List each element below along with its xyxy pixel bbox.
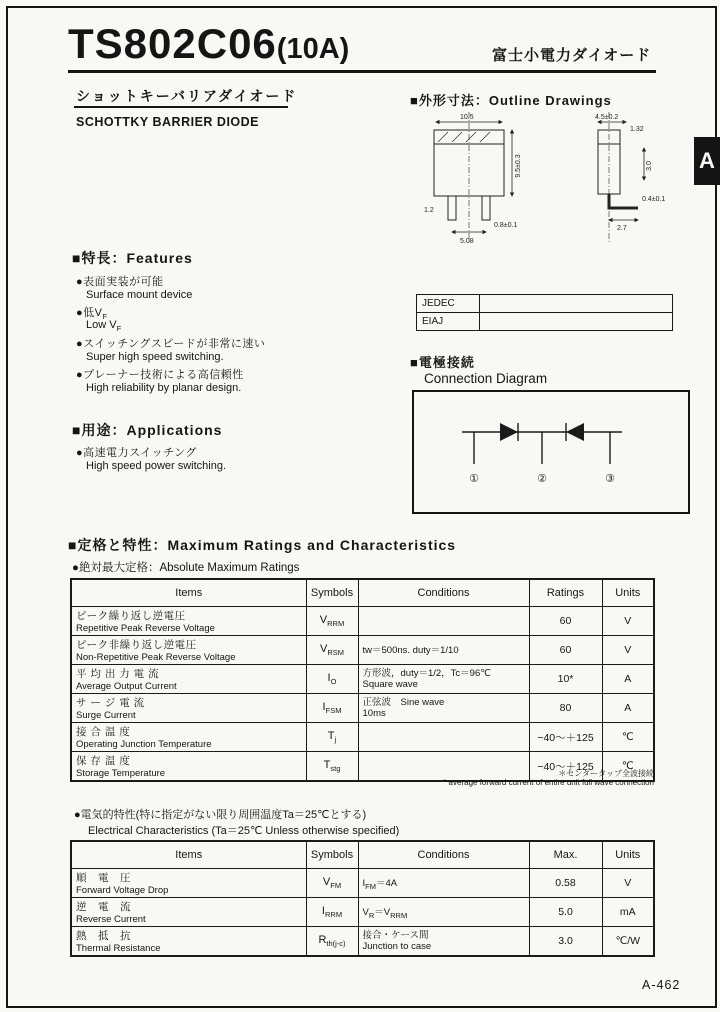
max-cell: 3.0 <box>529 927 602 957</box>
dimension-label: 10.5 <box>460 114 474 121</box>
items-cell: 保 存 温 度 Storage Temperature <box>71 752 306 782</box>
dimension-label: 3.0 <box>646 161 653 171</box>
diode-symbol <box>500 423 518 441</box>
unit-cell: A <box>602 694 654 723</box>
rating-cell: −40～＋125 <box>529 723 602 752</box>
symbol-cell: $I_{RRM}$ <box>306 898 358 927</box>
symbol-cell: $V_{FM}$ <box>306 869 358 898</box>
max-cell: 0.58 <box>529 869 602 898</box>
symbol-cell: $I_{FSM}$ <box>306 694 358 723</box>
applications-heading: ■用途：Applications <box>72 422 223 438</box>
footnote-jp: ＊センタータップ全波接続 <box>558 769 654 778</box>
unit-cell: V <box>602 636 654 665</box>
application-item-en: High speed power switching. <box>86 460 227 472</box>
column-header-items: Items <box>71 841 306 869</box>
dimension-label: 9.5±0.3 <box>515 154 522 178</box>
table-row <box>71 869 654 898</box>
feature-item-jp: ●プレーナー技術による高信頼性 <box>76 369 244 381</box>
product-name-jp: ショットキーバリアダイオード <box>76 88 298 104</box>
unit-cell: A <box>602 665 654 694</box>
page-number: A-462 <box>642 978 681 992</box>
table-row <box>71 898 654 927</box>
section-index-letter: A <box>699 148 715 173</box>
package-code-table <box>416 294 673 331</box>
column-header-conditions: Conditions <box>358 579 529 607</box>
table-row <box>71 636 654 665</box>
table-row <box>71 694 654 723</box>
feature-item-en: Low $V_F$ <box>86 319 122 334</box>
feature-item-en: Super high speed switching. <box>86 351 224 363</box>
table-row <box>71 607 654 636</box>
rating-cell: 60 <box>529 607 602 636</box>
conditions-cell <box>358 723 529 752</box>
table-row <box>71 927 654 957</box>
jedec-label: JEDEC <box>417 295 480 313</box>
symbol-cell: $I_O$ <box>306 665 358 694</box>
rating-cell: 10* <box>529 665 602 694</box>
max-cell: 5.0 <box>529 898 602 927</box>
unit-cell: mA <box>602 898 654 927</box>
electrical-note-jp: ●電気的特性(特に指定がない限り周囲温度Ta＝25℃とする) <box>74 809 367 821</box>
symbol-cell: $T_{stg}$ <box>306 752 358 782</box>
outline-heading: ■外形寸法：Outline Drawings <box>410 93 612 108</box>
diode-symbol <box>566 423 584 441</box>
electrical-characteristics-table <box>70 840 655 957</box>
items-cell: 接 合 温 度 Operating Junction Temperature <box>71 723 306 752</box>
connection-heading-en: Connection Diagram <box>424 371 548 386</box>
ratings-subheading: ●絶対最大定格：Absolute Maximum Ratings <box>72 562 300 574</box>
rating-cell: 80 <box>529 694 602 723</box>
max-ratings-table <box>70 578 655 782</box>
section-index-tab <box>694 137 720 185</box>
feature-item-en: Surface mount device <box>86 289 193 301</box>
unit-cell: V <box>602 869 654 898</box>
features-heading: ■特長：Features <box>72 250 193 266</box>
rating-cell: 60 <box>529 636 602 665</box>
dimension-label: 5.08 <box>460 238 474 245</box>
connection-diagram <box>412 390 690 514</box>
dimension-label: 0.8±0.1 <box>494 222 518 229</box>
outline-drawing <box>404 108 696 290</box>
conditions-cell: 正弦波 Sine wave 10ms <box>358 694 529 723</box>
column-header-units: Units <box>602 841 654 869</box>
conditions-cell: $V_R=V_{RRM}$ <box>358 898 529 927</box>
jedec-value <box>480 295 673 313</box>
dimension-label: 1.32 <box>630 126 644 133</box>
column-header-ratings: Ratings <box>529 579 602 607</box>
column-header-items: Items <box>71 579 306 607</box>
conditions-cell: 方形波，duty＝1/2，Tc＝96℃ Square wave <box>358 665 529 694</box>
brand-label: 富士小電力ダイオード <box>492 47 652 64</box>
feature-item-jp: ●低$V_F$ <box>76 307 108 322</box>
dimension-label: 2.7 <box>617 225 627 232</box>
table-row <box>71 723 654 752</box>
items-cell: 順 電 圧 Forward Voltage Drop <box>71 869 306 898</box>
dimension-label: 4.5±0.2 <box>595 114 619 121</box>
unit-cell: ℃ <box>602 752 654 782</box>
footnote-en: * average forward current of entire unit full wave connection <box>443 778 654 787</box>
table-header-row <box>71 579 654 607</box>
unit-cell: ℃/W <box>602 927 654 957</box>
jedec-row <box>417 295 673 313</box>
column-header-conditions: Conditions <box>358 841 529 869</box>
conditions-cell <box>358 752 529 782</box>
feature-item-jp: ●表面実装が可能 <box>76 276 164 288</box>
eiaj-value <box>480 313 673 331</box>
items-cell: 平 均 出 力 電 流 Average Output Current <box>71 665 306 694</box>
terminal-label: ② <box>537 473 547 485</box>
feature-item-en: High reliability by planar design. <box>86 382 242 394</box>
symbol-cell: $V_{RRM}$ <box>306 607 358 636</box>
column-header-symbols: Symbols <box>306 841 358 869</box>
symbol-cell: $T_j$ <box>306 723 358 752</box>
rating-cell: −40～＋125 <box>529 752 602 782</box>
part-number-title: TS802C06 <box>68 20 277 67</box>
title-rule <box>68 70 656 73</box>
items-cell: 熱 抵 抗 Thermal Resistance <box>71 927 306 957</box>
conditions-cell: tw＝500ns. duty＝1/10 <box>358 636 529 665</box>
items-cell: 逆 電 流 Reverse Current <box>71 898 306 927</box>
ratings-heading: ■定格と特性：Maximum Ratings and Characteristics <box>68 537 457 553</box>
conditions-cell <box>358 607 529 636</box>
application-item-jp: ●高速電力スイッチング <box>76 447 197 459</box>
feature-item-jp: ●スイッチングスピードが非常に速い <box>76 338 266 350</box>
terminal-label: ③ <box>605 473 615 485</box>
subtitle-underline <box>74 106 288 108</box>
title-block <box>68 20 349 68</box>
symbol-cell: $R_{th(j-c)}$ <box>306 927 358 957</box>
column-header-symbols: Symbols <box>306 579 358 607</box>
column-header-max: Max. <box>529 841 602 869</box>
current-rating: (10A) <box>276 33 350 65</box>
dimension-label: 0.4±0.1 <box>642 196 666 203</box>
table-row <box>71 665 654 694</box>
terminal-label: ① <box>469 473 479 485</box>
eiaj-label: EIAJ <box>417 313 480 331</box>
connection-heading-jp: ■電極接続 <box>410 355 475 370</box>
unit-cell: ℃ <box>602 723 654 752</box>
symbol-cell: $V_{RSM}$ <box>306 636 358 665</box>
column-header-units: Units <box>602 579 654 607</box>
conditions-cell: $I_{FM}=4A$ <box>358 869 529 898</box>
conditions-cell: 接合・ケース間 Junction to case <box>358 927 529 957</box>
table-header-row <box>71 841 654 869</box>
items-cell: サ ー ジ 電 流 Surge Current <box>71 694 306 723</box>
electrical-note-en: Electrical Characteristics (Ta＝25℃ Unless otherwise specified) <box>88 825 400 837</box>
unit-cell: V <box>602 607 654 636</box>
product-name-en: SCHOTTKY BARRIER DIODE <box>76 115 260 129</box>
items-cell: ピーク非繰り返し逆電圧 Non-Repetitive Peak Reverse Voltage <box>71 636 306 665</box>
items-cell: ピーク繰り返し逆電圧 Repetitive Peak Reverse Voltage <box>71 607 306 636</box>
dimension-label: 1.2 <box>424 207 434 214</box>
eiaj-row <box>417 313 673 331</box>
